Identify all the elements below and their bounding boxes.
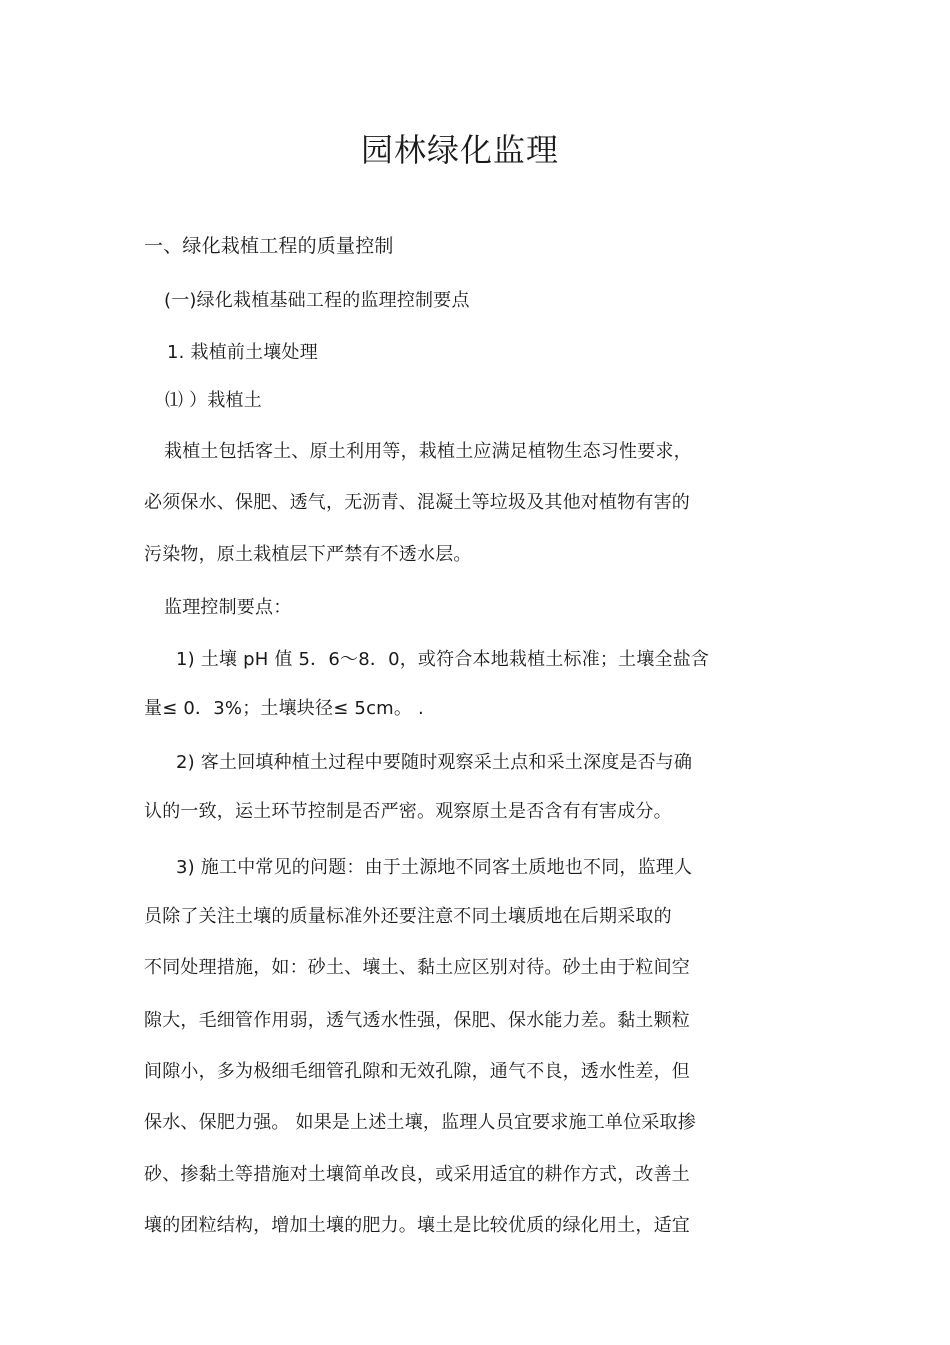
- paragraph-line: 3) 施工中常见的问题：由于土源地不同客土质地也不同，监理人: [176, 857, 693, 878]
- paragraph-line: 认的一致，运土环节控制是否严密。观察原土是否含有有害成分。: [144, 801, 672, 822]
- paragraph-line: 2) 客土回填种植土过程中要随时观察采土点和采土深度是否与确: [176, 752, 693, 773]
- subsection-heading: (一)绿化栽植基础工程的监理控制要点: [164, 290, 470, 311]
- paragraph-line: 栽植土包括客土、原土利用等，栽植土应满足植物生态习性要求，: [164, 441, 692, 462]
- paragraph-line: 隙大，毛细管作用弱，透气透水性强，保肥、保水能力差。黏土颗粒: [144, 1010, 690, 1031]
- item-heading: 1. 栽植前土壤处理: [167, 342, 318, 363]
- page-title: 园林绿化监理: [360, 131, 559, 169]
- paragraph-line: 员除了关注土壤的质量标准外还要注意不同土壤质地在后期采取的: [144, 906, 672, 927]
- control-points-label: 监理控制要点：: [164, 597, 292, 618]
- paragraph-line: 保水、保肥力强。 如果是上述土壤，监理人员宜要求施工单位采取掺: [144, 1112, 696, 1133]
- paragraph-line: 间隙小，多为极细毛细管孔隙和无效孔隙，通气不良，透水性差，但: [144, 1061, 690, 1082]
- paragraph-line: 壤的团粒结构，增加土壤的肥力。壤土是比较优质的绿化用土，适宜: [144, 1215, 690, 1236]
- paragraph-line: 不同处理措施，如：砂土、壤土、黏土应区别对待。砂土由于粒间空: [144, 957, 690, 978]
- paragraph-line: 必须保水、保肥、透气，无沥青、混凝土等垃圾及其他对植物有害的: [144, 492, 690, 513]
- paragraph-line: 量≤ 0．3%；土壤块径≤ 5cm。 .: [144, 698, 424, 719]
- paragraph-line: 污染物，原土栽植层下严禁有不透水层。: [144, 544, 472, 565]
- section-heading: 一、绿化栽植工程的质量控制: [144, 235, 394, 257]
- paragraph-line: 砂、掺黏土等措施对土壤简单改良，或采用适宜的耕作方式，改善土: [144, 1164, 690, 1185]
- subitem-heading: ⑴ ）栽植土: [165, 390, 262, 411]
- paragraph-line: 1) 土壤 pH 值 5．6～8．0，或符合本地栽植土标准；土壤全盐含: [176, 649, 710, 670]
